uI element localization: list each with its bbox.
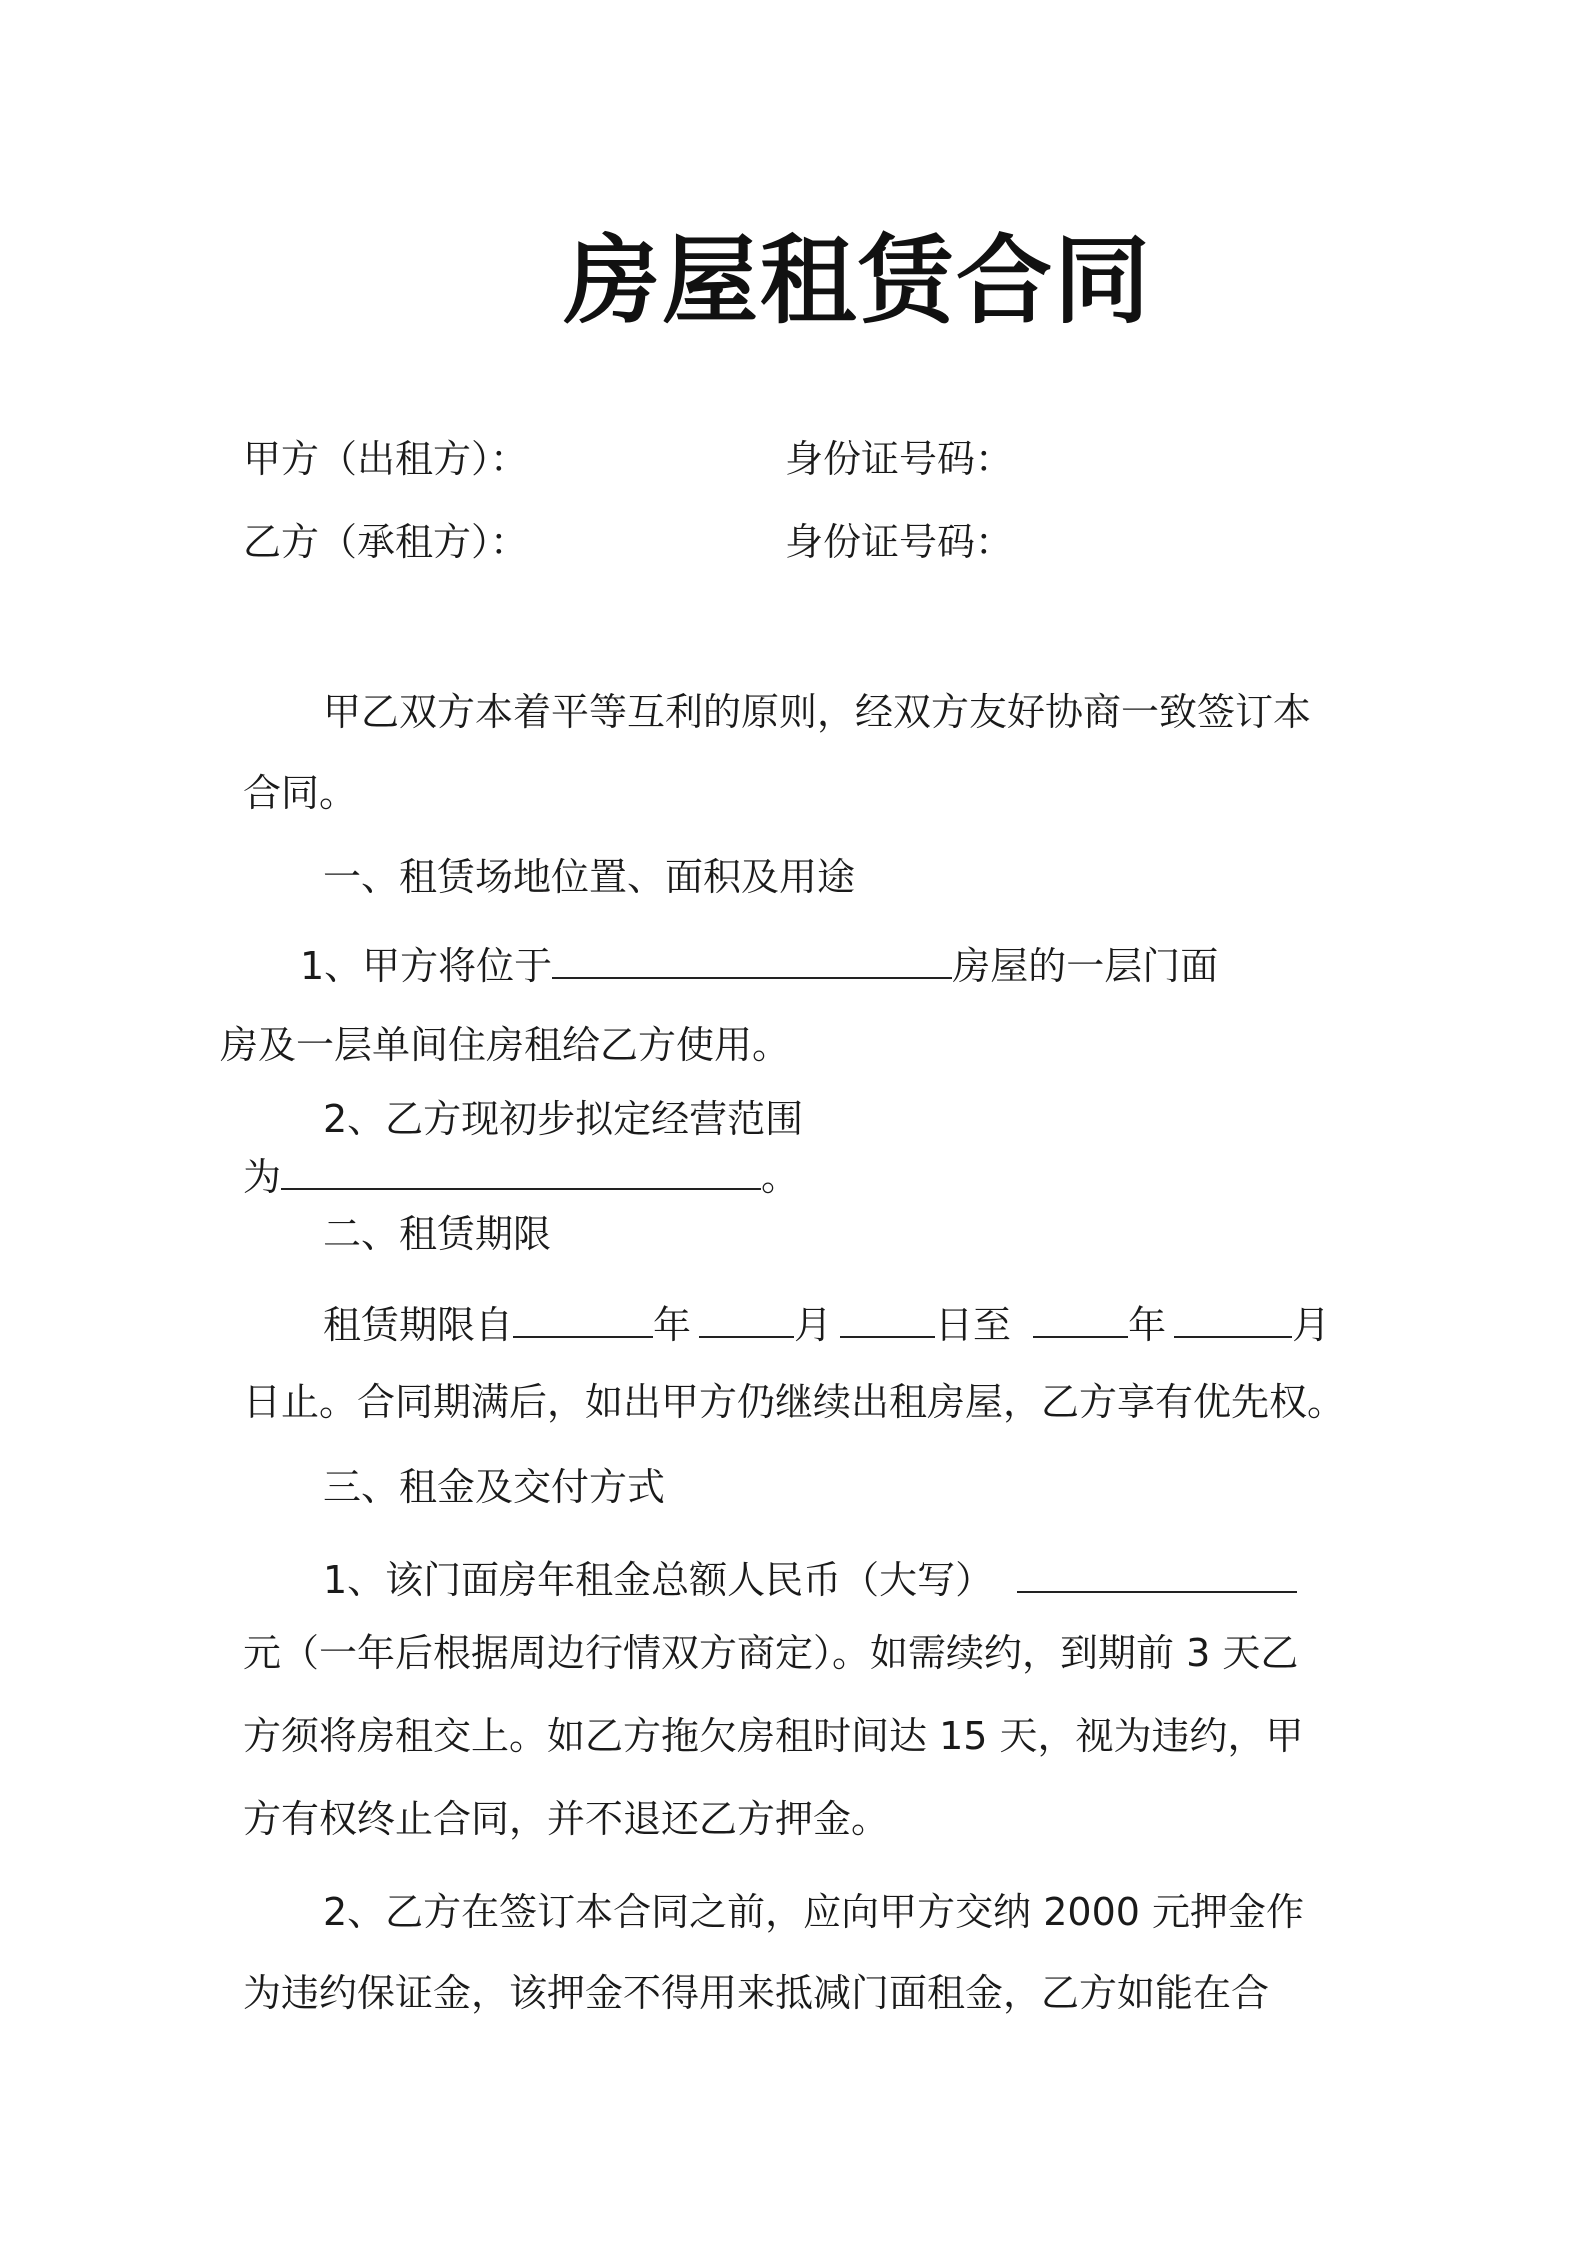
section-3-item-2-line-2: 为违约保证金，该押金不得用来抵减门面租金，乙方如能在合 <box>243 1971 1270 2015</box>
item-2-suffix: 。 <box>761 1155 800 1199</box>
section-3-item-1-line-3: 方须将房租交上。如乙方拖欠房租时间达 15 天，视为违约，甲 <box>243 1714 1304 1758</box>
section-2-heading: 二、租赁期限 <box>323 1212 552 1256</box>
party-a-id-label: 身份证号码： <box>785 437 1014 481</box>
item-1-suffix: 房屋的一层门面 <box>952 944 1219 988</box>
section-3-item-1-line-1 <box>323 1555 1297 1602</box>
location-blank <box>552 941 952 979</box>
section-1-heading: 一、租赁场地位置、面积及用途 <box>323 855 856 899</box>
start-day-blank <box>840 1300 935 1338</box>
section-1-item-2-line-2 <box>243 1152 800 1199</box>
section-3-item-2-line-1: 2、乙方在签订本合同之前，应向甲方交纳 2000 元押金作 <box>323 1890 1305 1934</box>
section-3-heading: 三、租金及交付方式 <box>323 1465 666 1509</box>
intro-line-2: 合同。 <box>243 771 358 815</box>
section-3-item-1-line-2: 元（一年后根据周边行情双方商定）。如需续约，到期前 3 天乙 <box>243 1631 1299 1675</box>
start-month-blank <box>699 1300 794 1338</box>
term-day-to: 日至 <box>935 1303 1012 1347</box>
section-1-item-2-line-1: 2、乙方现初步拟定经营范围 <box>323 1097 804 1141</box>
end-month-blank <box>1174 1300 1292 1338</box>
party-a-label: 甲方（出租方）： <box>243 437 529 481</box>
end-year-blank <box>1033 1300 1128 1338</box>
section-1-item-1-line-2: 房及一层单间住房租给乙方使用。 <box>220 1023 791 1067</box>
term-prefix: 租赁期限自 <box>323 1303 514 1347</box>
business-scope-blank <box>281 1152 761 1190</box>
intro-line-1: 甲乙双方本着平等互利的原则，经双方友好协商一致签订本 <box>323 690 1312 734</box>
lease-term-line-2: 日止。合同期满后，如出甲方仍继续出租房屋，乙方享有优先权。 <box>243 1380 1346 1424</box>
section-1-item-1 <box>300 941 1219 988</box>
term-month-1: 月 <box>794 1303 833 1347</box>
section-3-item-1-line-4: 方有权终止合同，并不退还乙方押金。 <box>243 1797 890 1841</box>
start-year-blank <box>513 1300 653 1338</box>
rent-amount-blank <box>1017 1555 1297 1593</box>
item-1-prefix: 1、甲方将位于 <box>300 944 553 988</box>
term-month-2: 月 <box>1292 1303 1331 1347</box>
rent-amount-text: 1、该门面房年租金总额人民币（大写） <box>323 1558 994 1602</box>
page-title: 房屋租赁合同 <box>564 225 1152 337</box>
party-b-label: 乙方（承租方）： <box>243 520 529 564</box>
term-year-1: 年 <box>653 1303 692 1347</box>
term-year-2: 年 <box>1128 1303 1167 1347</box>
lease-term-line <box>323 1300 1331 1347</box>
item-2-prefix: 为 <box>243 1155 282 1199</box>
party-b-id-label: 身份证号码： <box>785 520 1014 564</box>
